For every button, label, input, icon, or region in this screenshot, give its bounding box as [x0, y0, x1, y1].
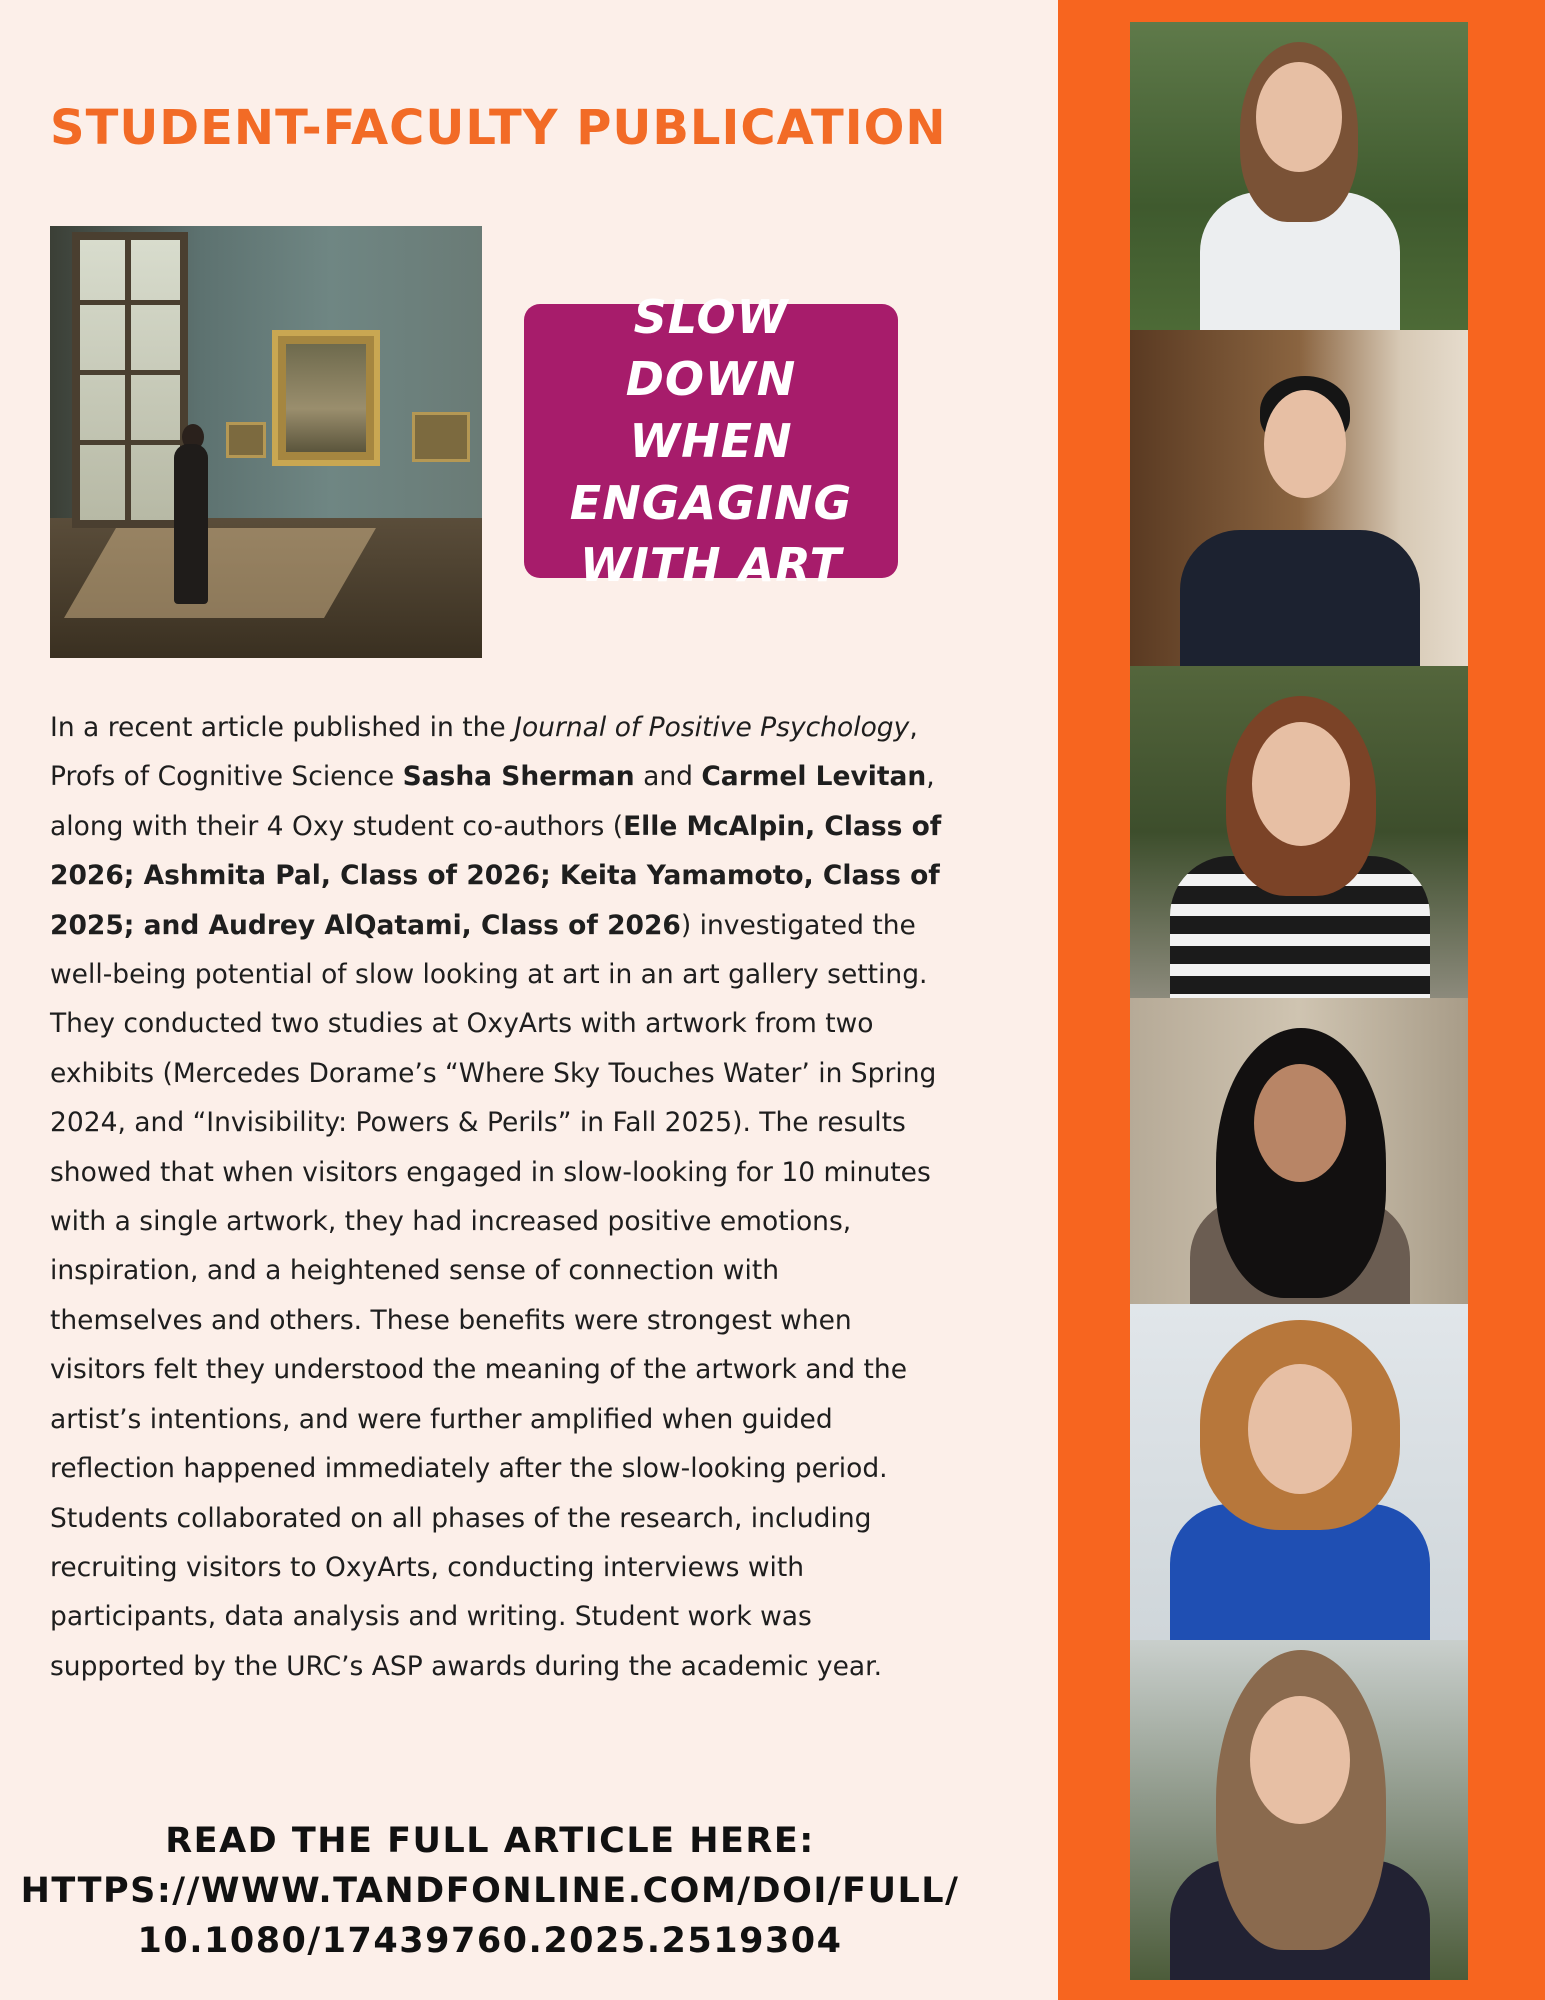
feature-title-box	[524, 290, 898, 592]
text-line: showed that when visitors engaged in slow-looking for 10 minutes	[50, 1156, 931, 1188]
portrait-photo	[1130, 666, 1468, 998]
page-title: STUDENT-FACULTY PUBLICATION	[50, 100, 947, 156]
portrait-photo	[1130, 1640, 1468, 1980]
portrait-photo	[1130, 22, 1468, 330]
cta-heading: READ THE FULL ARTICLE HERE:	[165, 1821, 815, 1861]
portrait-photo	[1130, 998, 1468, 1304]
portrait-photo	[1130, 1304, 1468, 1640]
text-line: along with their 4 Oxy student co-authors (Elle McAlpin, Class of	[50, 810, 942, 842]
text-line: Profs of Cognitive Science Sasha Sherman and Carmel Levitan,	[50, 761, 935, 793]
author-name: Sasha Sherman	[402, 761, 635, 793]
text-line: They conducted two studies at OxyArts with artwork from two	[50, 1008, 874, 1040]
gallery-illustration	[50, 226, 482, 658]
text-line: exhibits (Mercedes Dorame’s “Where Sky Touches Water’ in Spring	[50, 1057, 937, 1089]
text-line: In a recent article published in the Journal of Positive Psychology,	[50, 712, 918, 743]
text-line: artist’s intentions, and were further amplified when guided	[50, 1403, 833, 1435]
text-line: recruiting visitors to OxyArts, conducting interviews with	[50, 1551, 805, 1583]
text-line: supported by the URC’s ASP awards during the academic year.	[50, 1650, 883, 1682]
text-line: 2024, and “Invisibility: Powers & Perils” in Fall 2025). The results	[50, 1107, 906, 1139]
text-line: inspiration, and a heightened sense of connection with	[50, 1255, 780, 1287]
portrait-photo	[1130, 330, 1468, 666]
text-line: 2025; and Audrey AlQatami, Class of 2026) investigated the	[50, 909, 916, 941]
article-link[interactable]: HTTPS://WWW.TANDFONLINE.COM/DOI/FULL/	[20, 1871, 960, 1911]
text-line: themselves and others. These benefits were strongest when	[50, 1304, 852, 1336]
author-name: Carmel Levitan	[701, 761, 927, 793]
article-link-doi[interactable]: 10.1080/17439760.2025.2519304	[137, 1921, 843, 1961]
text-line: reflection happened immediately after the slow-looking period.	[50, 1453, 888, 1485]
feature-title: SLOW DOWN WHEN ENGAGING WITH ART	[569, 290, 853, 592]
text-line: participants, data analysis and writing. Student work was	[50, 1601, 812, 1633]
text-line: visitors felt they understood the meaning of the artwork and the	[50, 1354, 908, 1386]
read-more-callout	[0, 1816, 980, 1966]
journal-name: Journal of Positive Psychology	[514, 712, 910, 743]
text-line: Students collaborated on all phases of the research, including	[50, 1502, 872, 1534]
text-line: with a single artwork, they had increased positive emotions,	[50, 1206, 852, 1238]
article-summary	[50, 703, 1050, 1691]
text-line: well-being potential of slow looking at art in an art gallery setting.	[50, 959, 928, 991]
text-line: 2026; Ashmita Pal, Class of 2026; Keita Yamamoto, Class of	[50, 860, 940, 892]
